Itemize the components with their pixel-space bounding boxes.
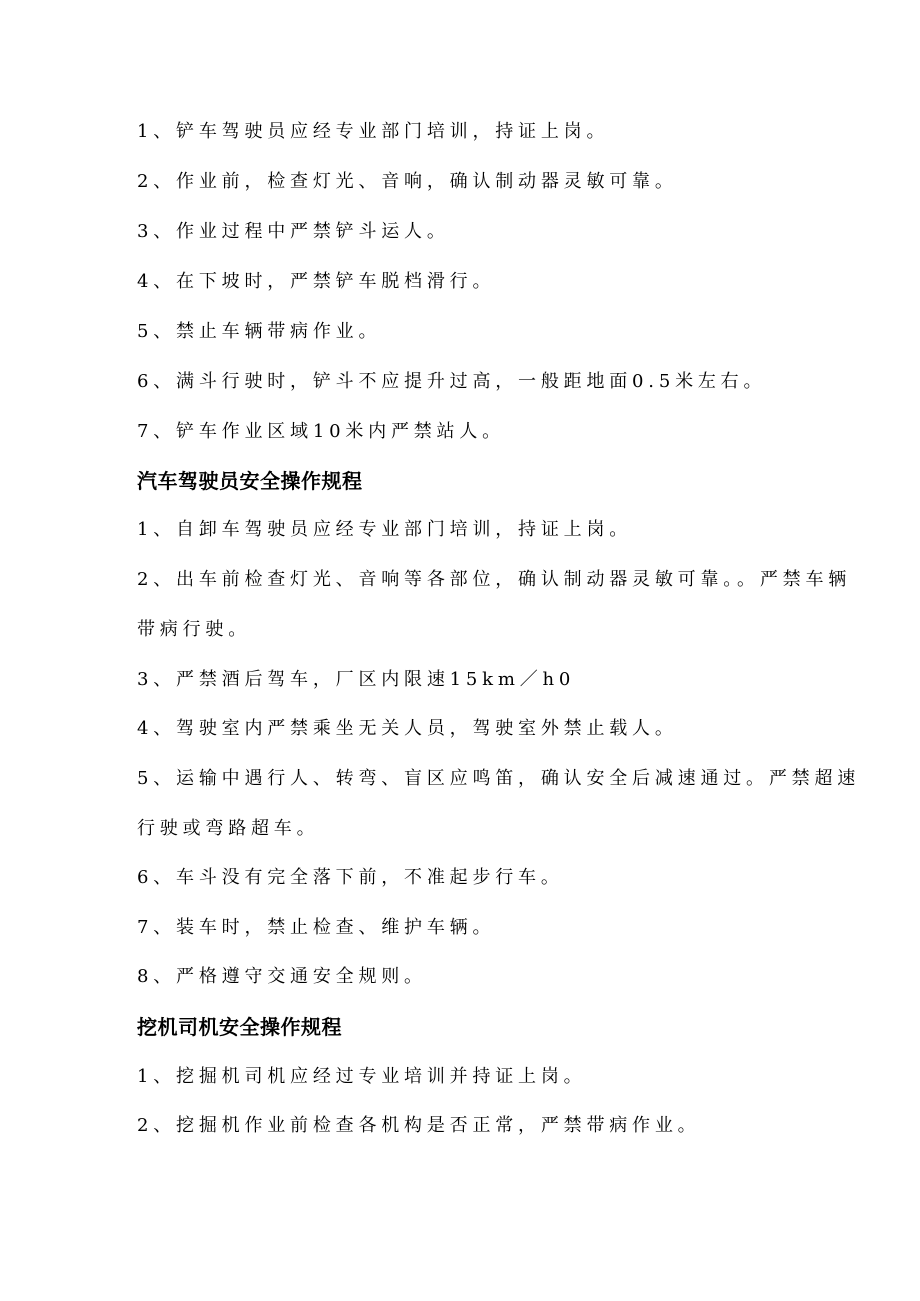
truck-rule-7: 7、装车时，禁止检查、维护车辆。	[137, 917, 496, 938]
loader-rule-6: 6、满斗行驶时，铲斗不应提升过高，一般距地面0.5米左右。	[137, 371, 767, 392]
loader-rule-1: 1、铲车驾驶员应经专业部门培训，持证上岗。	[137, 121, 610, 142]
truck-rule-1: 1、自卸车驾驶员应经专业部门培训，持证上岗。	[137, 519, 633, 540]
truck-rule-5: 5、运输中遇行人、转弯、盲区应鸣笛，确认安全后减速通过。严禁超速	[137, 768, 861, 789]
truck-rule-8: 8、严格遵守交通安全规则。	[137, 966, 427, 987]
excavator-rule-1: 1、挖掘机司机应经过专业培训并持证上岗。	[137, 1066, 587, 1087]
truck-rule-2: 2、出车前检查灯光、音响等各部位，确认制动器灵敏可靠。。严禁车辆	[137, 569, 852, 590]
loader-rule-5: 5、禁止车辆带病作业。	[137, 321, 382, 342]
truck-section-title: 汽车驾驶员安全操作规程	[137, 469, 363, 493]
truck-rule-6: 6、车斗没有完全落下前，不准起步行车。	[137, 867, 564, 888]
loader-rule-4: 4、在下坡时，严禁铲车脱档滑行。	[137, 271, 496, 292]
loader-rule-7: 7、铲车作业区域10米内严禁站人。	[137, 421, 505, 442]
excavator-section-title: 挖机司机安全操作规程	[137, 1015, 342, 1039]
loader-rule-3: 3、作业过程中严禁铲斗运人。	[137, 221, 450, 242]
excavator-rule-2: 2、挖掘机作业前检查各机构是否正常，严禁带病作业。	[137, 1115, 701, 1136]
truck-rule-3: 3、严禁酒后驾车，厂区内限速15km／h0	[137, 669, 576, 690]
truck-rule-4: 4、驾驶室内严禁乘坐无关人员，驾驶室外禁止载人。	[137, 718, 678, 739]
truck-rule-2-cont: 带病行驶。	[137, 619, 251, 640]
loader-rule-2: 2、作业前，检查灯光、音响，确认制动器灵敏可靠。	[137, 171, 678, 192]
truck-rule-5-cont: 行驶或弯路超车。	[137, 818, 320, 839]
